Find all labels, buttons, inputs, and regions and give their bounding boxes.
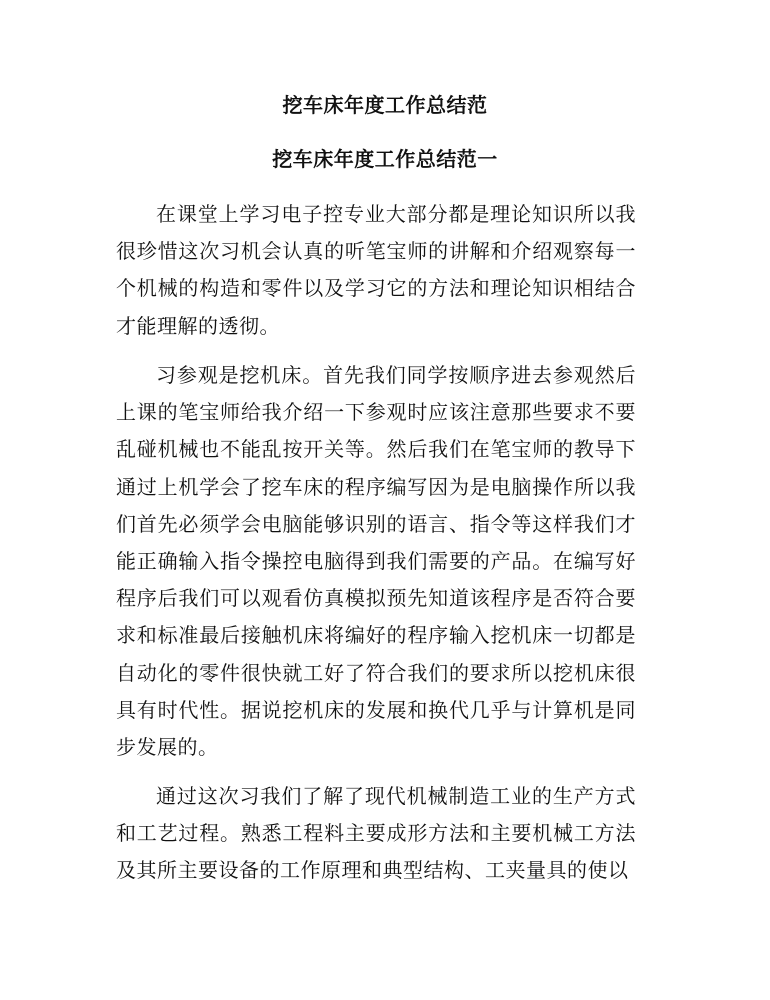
paragraph-1: 在课堂上学习电子控专业大部分都是理论知识所以我很珍惜这次习机会认真的听笔宝师的讲解和介绍观察每一个机械的构造和零件以及学习它的方法和理论知识相结合才能理解的透彻。 [116,202,636,338]
document-title: 挖车床年度工作总结范 [282,93,488,117]
paragraph-2: 习参观是挖机床。首先我们同学按顺序进去参观然后上课的笔宝师给我介绍一下参观时应该注意那些要求不要乱碰机械也不能乱按开关等。然后我们在笔宝师的教导下通过上机学会了挖车床的程序编写因为是电脑操作所以我们首先必须学会电脑能够识别的语言、指令等这样我们才能正确输入指令操控电脑得到我们需要的产品。在编写好程序后我们可以观看仿真模拟预先知道该程序是否符合要求和标准最后接触机床将编好的程序输入挖机床一切都是自动化的零件很快就工好了符合我们的要求所以挖机床很具有时代性。据说挖机床的发展和换代几乎与计算机是同步发展的。 [116,363,636,760]
paragraph-3: 通过这次习我们了解了现代机械制造工业的生产方式和工艺过程。熟悉工程料主要成形方法和主要机械工方法及其所主要设备的工作原理和典型结构、工夹量具的使以 [116,784,636,883]
document-subtitle: 挖车床年度工作总结范一 [272,147,498,171]
